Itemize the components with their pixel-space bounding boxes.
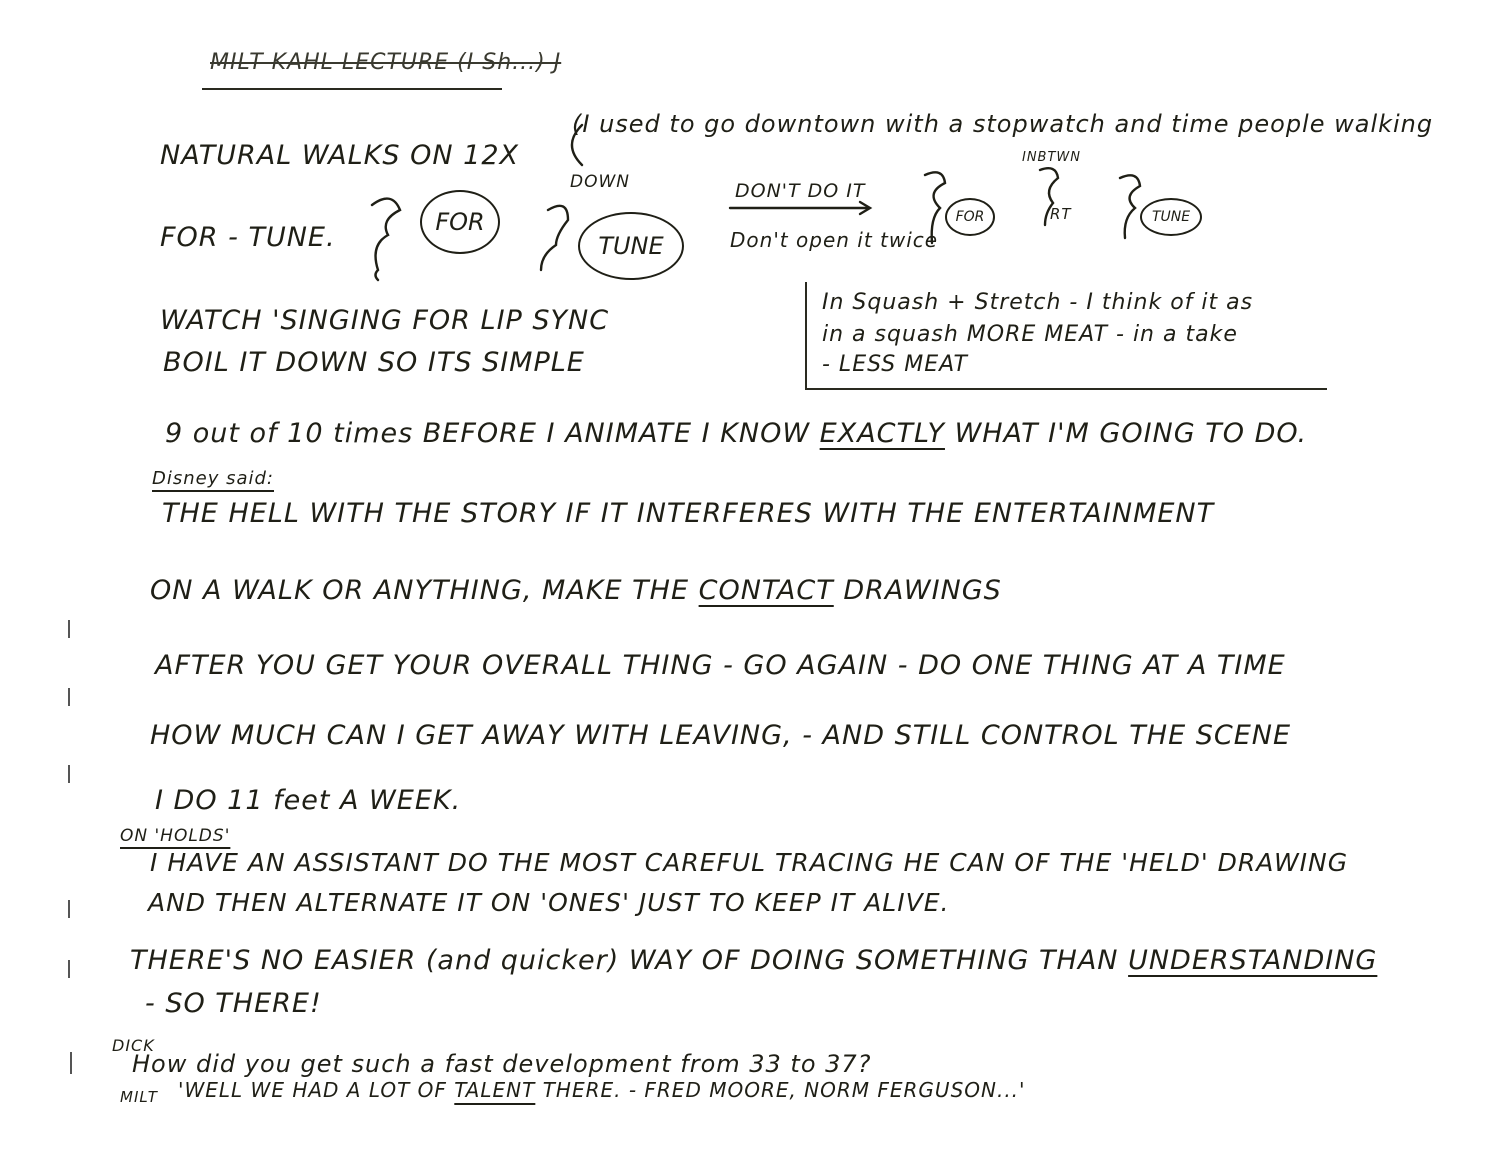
margin-tick: [68, 620, 70, 638]
disney-said-label: Disney said:: [152, 468, 274, 489]
inbtwn-label: INBTWN: [1022, 150, 1081, 165]
dont-open-twice-label: Don't open it twice: [730, 228, 939, 252]
nine-out-of-ten-part-a: 9 out of 10 times BEFORE I ANIMATE I KNOW: [165, 418, 811, 449]
watch-singing-line: WATCH 'SINGING FOR LIP SYNC: [160, 305, 610, 336]
tune-oval-small-label: TUNE: [1151, 209, 1191, 225]
milt-answer-part-b: THERE. - FRED MOORE, NORM FERGUSON...': [542, 1078, 1026, 1102]
so-there-line: - SO THERE!: [145, 988, 322, 1019]
margin-tick: [68, 688, 70, 706]
margin-tick: [68, 765, 70, 783]
tune-oval-label: TUNE: [598, 232, 664, 260]
sketch-figure-1: [372, 199, 400, 280]
sketch-figure-5: [1120, 175, 1140, 238]
talent-underlined: TALENT: [454, 1078, 536, 1102]
how-much-line: HOW MUCH CAN I GET AWAY WITH LEAVING, - AND STILL CONTROL THE SCENE: [150, 720, 1292, 751]
header-scribble: MILT KAHL LECTURE (I Sh...) J: [210, 50, 562, 75]
sketch-figure-3: [925, 172, 945, 243]
on-a-walk-part-a: ON A WALK OR ANYTHING, MAKE THE: [150, 575, 690, 606]
after-you-get-line: AFTER YOU GET YOUR OVERALL THING - GO AGAIN - DO ONE THING AT A TIME: [155, 650, 1286, 681]
margin-tick: [68, 960, 70, 978]
no-easier-part-a: THERE'S NO EASIER (and quicker) WAY OF DOING SOMETHING THAN: [130, 945, 1119, 976]
exactly-underlined: EXACTLY: [819, 418, 945, 449]
on-holds-label: ON 'HOLDS': [120, 826, 231, 846]
milt-answer-part-a: 'WELL WE HAD A LOT OF: [178, 1078, 447, 1102]
margin-tick: [68, 900, 70, 918]
squash-line-1: In Squash + Stretch - I think of it as: [822, 290, 1254, 315]
assistant-line-1: I HAVE AN ASSISTANT DO THE MOST CAREFUL TRACING HE CAN OF THE 'HELD' DRAWING: [150, 848, 1349, 877]
on-a-walk-line: [150, 575, 1002, 606]
dick-label: DICK: [112, 1036, 155, 1055]
milt-label: MILT: [120, 1088, 158, 1106]
milt-answer: [178, 1078, 1026, 1102]
on-a-walk-part-b: DRAWINGS: [843, 575, 1002, 606]
nine-out-of-ten-line: [165, 418, 1307, 449]
contact-underlined: CONTACT: [698, 575, 834, 606]
hell-with-story-line: THE HELL WITH THE STORY IF IT INTERFERES WITH THE ENTERTAINMENT: [162, 498, 1215, 529]
boil-it-down-line: BOIL IT DOWN SO ITS SIMPLE: [163, 347, 585, 378]
eleven-feet-line: I DO 11 feet A WEEK.: [155, 785, 462, 816]
for-oval-small-label: FOR: [955, 209, 985, 225]
for-tune-line: FOR - TUNE.: [160, 222, 336, 253]
for-oval-label: FOR: [435, 208, 485, 236]
margin-tick: [70, 1052, 72, 1074]
squash-line-2: in a squash MORE MEAT - in a take: [822, 322, 1238, 347]
rt-label: RT: [1050, 205, 1072, 223]
understanding-underlined: UNDERSTANDING: [1128, 945, 1378, 976]
stopwatch-note: (I used to go downtown with a stopwatch and time people walking: [572, 110, 1434, 138]
nine-out-of-ten-part-b: WHAT I'M GOING TO DO.: [954, 418, 1308, 449]
down-label: DOWN: [570, 172, 630, 192]
squash-line-3: - LESS MEAT: [822, 352, 968, 377]
sketch-figure-4: [1040, 168, 1058, 225]
natural-walks-line: NATURAL WALKS ON 12X: [160, 140, 519, 171]
sketch-figure-2: [541, 206, 568, 270]
dick-question: How did you get such a fast development from 33 to 37?: [132, 1050, 872, 1078]
open-paren: [572, 125, 582, 165]
no-easier-line: [130, 945, 1377, 976]
assistant-line-2: AND THEN ALTERNATE IT ON 'ONES' JUST TO KEEP IT ALIVE.: [148, 888, 950, 917]
dont-do-it-label: DON'T DO IT: [735, 180, 866, 202]
